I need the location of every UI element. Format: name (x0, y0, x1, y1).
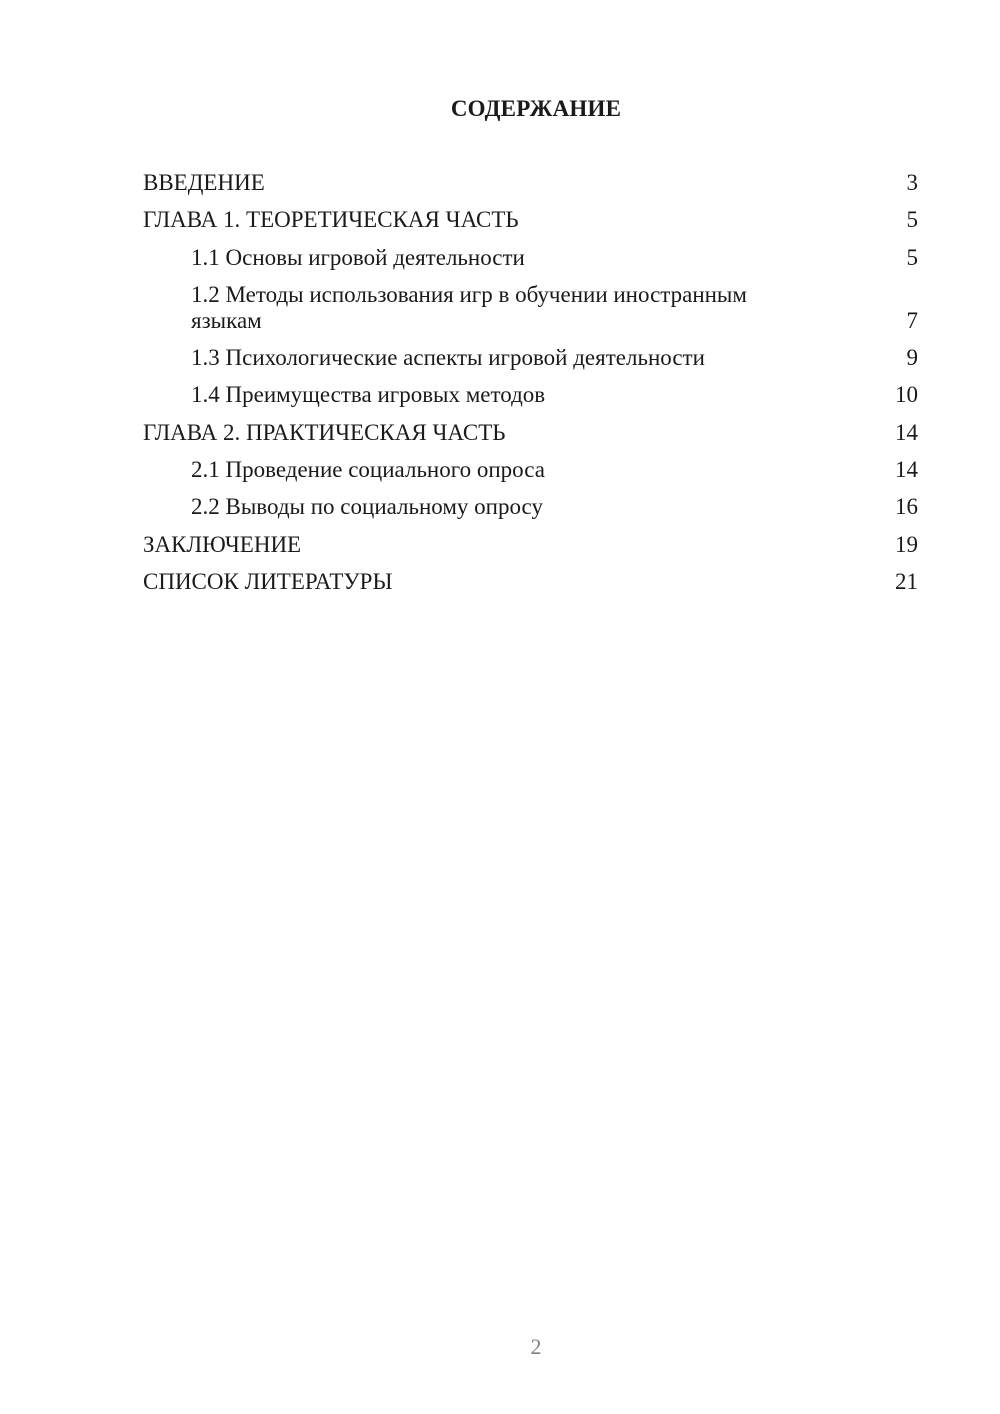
toc-entry-label: 1.1 Основы игровой деятельности (191, 244, 525, 270)
toc-entry-section-1-2[interactable] (143, 282, 918, 334)
toc-entry-page: 3 (906, 170, 918, 195)
toc-entry-page: 9 (906, 345, 918, 371)
toc-entry-section-2-1[interactable] (143, 457, 918, 483)
toc-entry-section-2-2[interactable] (143, 494, 918, 520)
toc-entry-page: 19 (895, 531, 918, 557)
toc-entry-page: 14 (895, 457, 918, 483)
page-number: 2 (530, 1334, 542, 1359)
toc-entry-page: 10 (895, 382, 918, 408)
toc-entry-label: 2.2 Выводы по социальному опросу (191, 494, 543, 520)
toc-entry-label: ЗАКЛЮЧЕНИЕ (143, 531, 302, 557)
toc-entry-chapter-1[interactable] (143, 207, 918, 233)
toc-entry-page: 16 (895, 494, 918, 520)
toc-entry-page: 14 (895, 419, 918, 445)
page-title: СОДЕРЖАНИЕ (450, 96, 622, 121)
toc-entry-label: СПИСОК ЛИТЕРАТУРЫ (143, 568, 393, 594)
toc-entry-section-1-4[interactable] (143, 382, 918, 408)
toc-entry-page: 7 (906, 307, 918, 333)
toc-entry-label: ВВЕДЕНИЕ (143, 170, 265, 195)
toc-entry-label: 1.4 Преимущества игровых методов (191, 382, 546, 408)
toc-entry-conclusion[interactable] (143, 532, 918, 558)
toc-entry-references[interactable] (143, 569, 918, 595)
toc-entry-label: ГЛАВА 2. ПРАКТИЧЕСКАЯ ЧАСТЬ (143, 419, 506, 445)
toc-entry-page: 5 (906, 207, 918, 233)
table-of-contents (143, 170, 918, 606)
toc-entry-section-1-3[interactable] (143, 345, 918, 371)
toc-entry-section-1-1[interactable] (143, 245, 918, 271)
toc-entry-label: 1.3 Психологические аспекты игровой деятельности (191, 345, 705, 371)
toc-entry-page: 21 (895, 568, 918, 594)
toc-entry-label: ГЛАВА 1. ТЕОРЕТИЧЕСКАЯ ЧАСТЬ (143, 207, 519, 233)
toc-entry-label: 2.1 Проведение социального опроса (191, 457, 545, 483)
toc-entry-chapter-2[interactable] (143, 420, 918, 446)
toc-entry-label: 1.2 Методы использования игр в обучении иностранным языкам (191, 281, 747, 333)
toc-entry-introduction[interactable] (143, 170, 918, 196)
toc-entry-page: 5 (906, 244, 918, 270)
